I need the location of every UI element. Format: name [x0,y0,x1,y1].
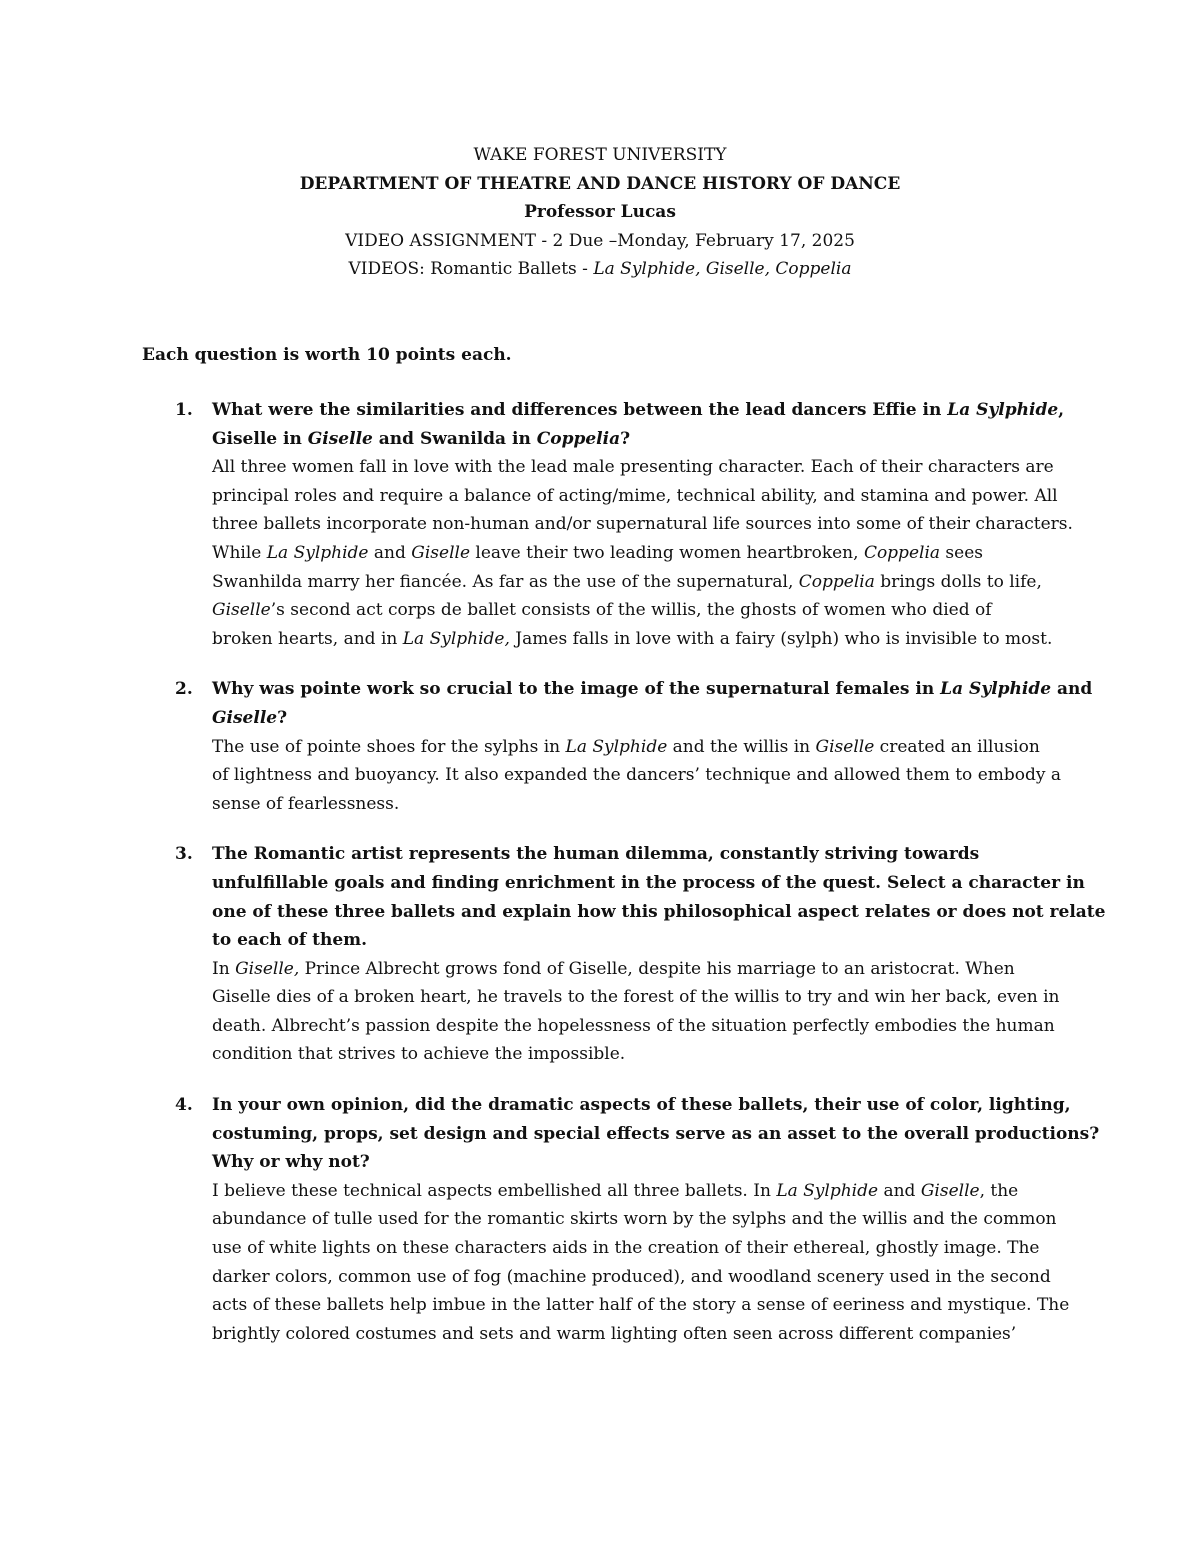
question-list [0,396,1200,1370]
text-segment: leave their two leading women heartbroken, [470,542,864,563]
text-segment: principal roles and require a balance of acting/mime, technical ability, and stamina and power. All [212,485,1058,506]
text-segment: I believe these technical aspects embellished all three ballets. In [212,1180,777,1201]
professor-name: Professor Lucas [524,202,676,223]
text-segment: to each of them. [212,930,368,951]
text-segment: abundance of tulle used for the romantic skirts worn by the sylphs and the willis and the common [212,1209,1057,1230]
question-line [212,425,1072,454]
text-segment: While [212,542,267,563]
text-segment: and the willis in [667,736,816,757]
answer-line [212,1040,1072,1069]
italic-title: La Sylphide [947,400,1059,420]
text-segment: ? [620,428,631,449]
question-line [212,396,1072,425]
answer-line [212,625,1072,654]
text-segment: Why was pointe work so crucial to the image of the supernatural females in [212,679,941,700]
answer-line [212,1320,1072,1349]
italic-title: Coppelia [536,428,621,449]
question-prompt [212,1091,1100,1177]
document-header [0,141,1200,284]
text-segment: The Romantic artist represents the human dilemma, constantly striving towards [212,844,980,865]
question-item [0,396,1200,653]
question-line [212,926,1072,955]
answer-line [212,453,1072,482]
videos-line [0,255,1200,284]
text-segment: one of these three ballets and explain how this philosophical aspect relates or does not relate [212,901,1106,922]
text-segment: Giselle in [212,428,308,449]
text-segment: brings dolls to life, [874,571,1042,592]
text-segment: ’s second act corps de ballet consists of the willis, the ghosts of women who died of [270,600,992,621]
italic-title: La Sylphide, [402,628,510,649]
question-number: 1. [175,400,193,420]
italic-title: Giselle [411,542,471,563]
question-line [212,1120,1100,1149]
question-line [212,704,1072,733]
answer-line [212,1291,1072,1320]
text-segment: and [368,542,412,563]
question-number: 4. [175,1095,193,1116]
answer-line [212,955,1072,984]
italic-title: Coppelia [798,571,875,592]
text-segment: and Swanilda in [372,428,537,449]
university-name: WAKE FOREST UNIVERSITY [473,145,727,165]
text-segment: The use of pointe shoes for the sylphs in [212,736,566,757]
question-line [212,869,1085,898]
answer-line [212,761,1072,790]
text-segment: sees [940,542,983,563]
text-segment: death. Albrecht’s passion despite the hopelessness of the situation perfectly embodies the human [212,1015,1055,1036]
answer-text [212,955,1072,1069]
question-body [212,1091,1100,1348]
text-segment: All three women fall in love with the lead male presenting character. Each of their characters are [212,457,1054,478]
intro-text: Each question is worth 10 points each. [142,345,512,365]
text-segment: unfulfillable goals and finding enrichment in the process of the quest. Select a character in [212,872,1085,893]
text-segment: and [1051,679,1093,700]
italic-title: Giselle, [235,958,300,979]
answer-line [212,733,1072,762]
question-line [212,840,1072,869]
question-prompt [212,396,1072,453]
answer-line [212,482,1072,511]
question-body [212,840,1106,1069]
text-segment: created an illusion [874,736,1040,757]
text-segment: of lightness and buoyancy. It also expanded the dancers’ technique and allowed them to embody a [212,765,1062,786]
answer-line [212,1234,1072,1263]
text-segment: , the [979,1180,1019,1201]
text-segment: use of white lights on these characters aids in the creation of their ethereal, ghostly image. The [212,1238,1040,1259]
answer-line [212,1177,1072,1206]
question-number: 2. [175,679,193,700]
italic-title: Giselle [815,736,875,757]
question-item [0,840,1200,1069]
text-segment: Swanhilda marry her fiancée. As far as the use of the supernatural, [212,571,799,592]
text-segment: ? [277,707,288,728]
question-item [0,675,1200,818]
answer-line [212,510,1072,539]
answer-line [212,596,1072,625]
text-segment: costuming, props, set design and special effects serve as an asset to the overall productions? [212,1123,1100,1144]
italic-title: La Sylphide [266,542,369,563]
text-segment: acts of these ballets help imbue in the latter half of the story a sense of eeriness and mystique. The [212,1295,1070,1316]
question-line [212,675,1093,704]
question-body [212,396,1072,653]
text-segment: James falls in love with a fairy (sylph) who is invisible to most. [509,628,1053,649]
question-item [0,1091,1200,1348]
question-line [212,1091,1072,1120]
text-segment: condition that strives to achieve the impossible. [212,1044,626,1065]
videos-titles: La Sylphide, Giselle, Coppelia [593,259,852,280]
italic-title: La Sylphide [940,679,1052,700]
answer-line [212,983,1072,1012]
italic-title: Coppelia [863,542,941,563]
italic-title: Giselle [920,1180,980,1201]
answer-line [212,1205,1072,1234]
videos-prefix: VIDEOS: Romantic Ballets - [348,259,594,280]
text-segment: Giselle dies of a broken heart, he travels to the forest of the willis to try and win her back, even in [212,987,1060,1008]
department-name: DEPARTMENT OF THEATRE AND DANCE HISTORY OF DANCE [299,173,901,194]
answer-text [212,453,1072,653]
italic-title: Giselle [212,600,271,621]
italic-title: La Sylphide [565,736,668,757]
text-segment: Prince Albrecht grows fond of Giselle, despite his marriage to an aristocrat. When [299,958,1015,979]
question-line [212,898,1106,927]
question-number: 3. [175,844,193,865]
question-prompt [212,675,1093,732]
text-segment: In [212,958,236,979]
text-segment: sense of fearlessness. [212,793,400,814]
answer-text [212,1177,1072,1349]
text-segment: darker colors, common use of fog (machine produced), and woodland scenery used in the second [212,1266,1051,1287]
answer-line [212,539,1072,568]
answer-text [212,733,1072,819]
text-segment: and [878,1180,921,1201]
answer-line [212,790,1072,819]
question-line [212,1148,1072,1177]
italic-title: Giselle [307,428,373,449]
text-segment: In your own opinion, did the dramatic aspects of these ballets, their use of color, lighting, [212,1095,1071,1116]
answer-line [212,1012,1072,1041]
italic-title: La Sylphide [776,1180,879,1201]
text-segment: Why or why not? [212,1152,370,1173]
text-segment: What were the similarities and differences between the lead dancers Effie in [212,400,948,420]
question-body [212,675,1093,818]
italic-title: Giselle [212,707,278,728]
text-segment: three ballets incorporate non-human and/or supernatural life sources into some of their characters. [212,514,1073,535]
assignment-title: VIDEO ASSIGNMENT - 2 Due –Monday, February 17, 2025 [345,230,855,251]
text-segment: brightly colored costumes and sets and warm lighting often seen across different companies’ [212,1323,1017,1344]
text-segment: broken hearts, and in [212,628,403,649]
answer-line [212,568,1072,597]
text-segment: , [1058,400,1065,420]
answer-line [212,1263,1072,1292]
question-prompt [212,840,1106,954]
